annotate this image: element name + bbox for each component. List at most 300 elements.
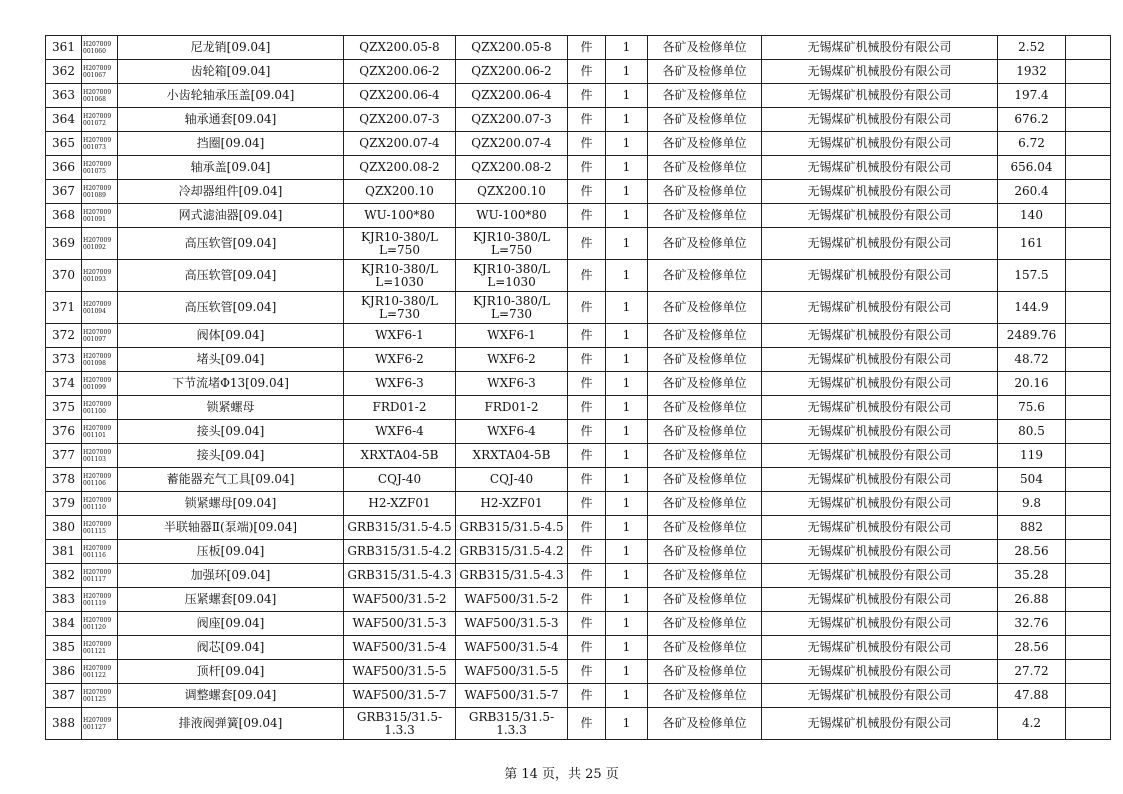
remark-cell [1066,636,1111,660]
supplier-cell: 无锡煤矿机械股份有限公司 [762,156,998,180]
quantity-cell: 1 [606,540,648,564]
remark-cell [1066,228,1111,260]
parts-table [45,35,1111,740]
table-row [46,468,1111,492]
part-name-cell: 挡圈[09.04] [118,132,344,156]
part-name-cell: 压紧螺套[09.04] [118,588,344,612]
spec-model-cell: XRXTA04-5B [344,444,456,468]
unit-price-cell: 28.56 [998,540,1066,564]
part-name-cell: 尼龙销[09.04] [118,36,344,60]
part-name-cell: 轴承盖[09.04] [118,156,344,180]
material-code-cell: H207009 001106 [82,468,118,492]
supplier-cell: 无锡煤矿机械股份有限公司 [762,444,998,468]
drawing-number-cell: WAF500/31.5-4 [456,636,568,660]
part-name-cell: 高压软管[09.04] [118,292,344,324]
row-number-cell: 385 [46,636,82,660]
spec-model-cell: KJR10-380/L L=750 [344,228,456,260]
supplier-cell: 无锡煤矿机械股份有限公司 [762,492,998,516]
unit-cell: 件 [568,348,606,372]
unit-cell: 件 [568,660,606,684]
unit-cell: 件 [568,468,606,492]
material-code-cell: H207009 001099 [82,372,118,396]
drawing-number-cell: WAF500/31.5-3 [456,612,568,636]
row-number-cell: 374 [46,372,82,396]
part-name-cell: 调整螺套[09.04] [118,684,344,708]
part-name-cell: 阀座[09.04] [118,612,344,636]
spec-model-cell: GRB315/31.5-4.5 [344,516,456,540]
remark-cell [1066,260,1111,292]
row-number-cell: 368 [46,204,82,228]
material-code-cell: H207009 001067 [82,60,118,84]
material-code-cell: H207009 001110 [82,492,118,516]
table-row [46,260,1111,292]
table-row [46,60,1111,84]
remark-cell [1066,420,1111,444]
drawing-number-cell: GRB315/31.5-4.2 [456,540,568,564]
quantity-cell: 1 [606,612,648,636]
remark-cell [1066,468,1111,492]
quantity-cell: 1 [606,660,648,684]
quantity-cell: 1 [606,180,648,204]
material-code-cell: H207009 001075 [82,156,118,180]
row-number-cell: 383 [46,588,82,612]
material-code-cell: H207009 001116 [82,540,118,564]
remark-cell [1066,612,1111,636]
remark-cell [1066,324,1111,348]
drawing-number-cell: GRB315/31.5-4.3 [456,564,568,588]
remark-cell [1066,292,1111,324]
unit-cell: 件 [568,132,606,156]
material-code-cell: H207009 001120 [82,612,118,636]
spec-model-cell: QZX200.07-4 [344,132,456,156]
supplier-cell: 无锡煤矿机械股份有限公司 [762,684,998,708]
material-code-cell: H207009 001094 [82,292,118,324]
spec-model-cell: FRD01-2 [344,396,456,420]
quantity-cell: 1 [606,84,648,108]
row-number-cell: 377 [46,444,82,468]
unit-price-cell: 75.6 [998,396,1066,420]
unit-cell: 件 [568,180,606,204]
supplier-cell: 无锡煤矿机械股份有限公司 [762,324,998,348]
unit-cell: 件 [568,84,606,108]
part-name-cell: 轴承通套[09.04] [118,108,344,132]
drawing-number-cell: WXF6-4 [456,420,568,444]
part-name-cell: 接头[09.04] [118,420,344,444]
material-code-cell: H207009 001072 [82,108,118,132]
row-number-cell: 371 [46,292,82,324]
unit-price-cell: 656.04 [998,156,1066,180]
unit-price-cell: 35.28 [998,564,1066,588]
table-row [46,588,1111,612]
user-department-cell: 各矿及检修单位 [648,564,762,588]
spec-model-cell: KJR10-380/L L=1030 [344,260,456,292]
supplier-cell: 无锡煤矿机械股份有限公司 [762,588,998,612]
quantity-cell: 1 [606,348,648,372]
user-department-cell: 各矿及检修单位 [648,204,762,228]
unit-cell: 件 [568,420,606,444]
row-number-cell: 365 [46,132,82,156]
unit-cell: 件 [568,292,606,324]
unit-cell: 件 [568,612,606,636]
user-department-cell: 各矿及检修单位 [648,444,762,468]
table-row [46,540,1111,564]
row-number-cell: 361 [46,36,82,60]
spec-model-cell: WAF500/31.5-7 [344,684,456,708]
table-row [46,636,1111,660]
row-number-cell: 378 [46,468,82,492]
drawing-number-cell: QZX200.10 [456,180,568,204]
user-department-cell: 各矿及检修单位 [648,228,762,260]
unit-cell: 件 [568,444,606,468]
material-code-cell: H207009 001117 [82,564,118,588]
supplier-cell: 无锡煤矿机械股份有限公司 [762,636,998,660]
quantity-cell: 1 [606,204,648,228]
supplier-cell: 无锡煤矿机械股份有限公司 [762,564,998,588]
quantity-cell: 1 [606,132,648,156]
row-number-cell: 366 [46,156,82,180]
table-row [46,612,1111,636]
part-name-cell: 齿轮箱[09.04] [118,60,344,84]
drawing-number-cell: XRXTA04-5B [456,444,568,468]
supplier-cell: 无锡煤矿机械股份有限公司 [762,396,998,420]
page-footer: 第 14 页，共 25 页 [504,767,619,782]
unit-cell: 件 [568,260,606,292]
row-number-cell: 367 [46,180,82,204]
drawing-number-cell: QZX200.06-2 [456,60,568,84]
supplier-cell: 无锡煤矿机械股份有限公司 [762,60,998,84]
material-code-cell: H207009 001127 [82,708,118,740]
part-name-cell: 堵头[09.04] [118,348,344,372]
row-number-cell: 388 [46,708,82,740]
remark-cell [1066,444,1111,468]
supplier-cell: 无锡煤矿机械股份有限公司 [762,660,998,684]
unit-price-cell: 119 [998,444,1066,468]
unit-cell: 件 [568,324,606,348]
drawing-number-cell: QZX200.08-2 [456,156,568,180]
quantity-cell: 1 [606,420,648,444]
row-number-cell: 384 [46,612,82,636]
material-code-cell: H207009 001060 [82,36,118,60]
user-department-cell: 各矿及检修单位 [648,324,762,348]
material-code-cell: H207009 001068 [82,84,118,108]
supplier-cell: 无锡煤矿机械股份有限公司 [762,516,998,540]
supplier-cell: 无锡煤矿机械股份有限公司 [762,228,998,260]
drawing-number-cell: WXF6-3 [456,372,568,396]
remark-cell [1066,588,1111,612]
unit-cell: 件 [568,588,606,612]
unit-price-cell: 20.16 [998,372,1066,396]
row-number-cell: 382 [46,564,82,588]
part-name-cell: 网式滤油器[09.04] [118,204,344,228]
spec-model-cell: WXF6-3 [344,372,456,396]
user-department-cell: 各矿及检修单位 [648,708,762,740]
user-department-cell: 各矿及检修单位 [648,612,762,636]
material-code-cell: H207009 001091 [82,204,118,228]
spec-model-cell: WAF500/31.5-4 [344,636,456,660]
unit-cell: 件 [568,36,606,60]
user-department-cell: 各矿及检修单位 [648,492,762,516]
user-department-cell: 各矿及检修单位 [648,84,762,108]
quantity-cell: 1 [606,156,648,180]
part-name-cell: 冷却器组件[09.04] [118,180,344,204]
row-number-cell: 381 [46,540,82,564]
unit-cell: 件 [568,684,606,708]
unit-price-cell: 140 [998,204,1066,228]
quantity-cell: 1 [606,516,648,540]
row-number-cell: 364 [46,108,82,132]
unit-cell: 件 [568,156,606,180]
table-row [46,564,1111,588]
quantity-cell: 1 [606,708,648,740]
material-code-cell: H207009 001122 [82,660,118,684]
unit-price-cell: 676.2 [998,108,1066,132]
drawing-number-cell: GRB315/31.5-4.5 [456,516,568,540]
user-department-cell: 各矿及检修单位 [648,660,762,684]
user-department-cell: 各矿及检修单位 [648,180,762,204]
unit-price-cell: 2489.76 [998,324,1066,348]
user-department-cell: 各矿及检修单位 [648,156,762,180]
table-row [46,324,1111,348]
part-name-cell: 阀体[09.04] [118,324,344,348]
row-number-cell: 375 [46,396,82,420]
supplier-cell: 无锡煤矿机械股份有限公司 [762,180,998,204]
table-row [46,660,1111,684]
quantity-cell: 1 [606,260,648,292]
user-department-cell: 各矿及检修单位 [648,684,762,708]
material-code-cell: H207009 001073 [82,132,118,156]
user-department-cell: 各矿及检修单位 [648,420,762,444]
part-name-cell: 下节流堵Φ13[09.04] [118,372,344,396]
supplier-cell: 无锡煤矿机械股份有限公司 [762,132,998,156]
table-row [46,156,1111,180]
remark-cell [1066,132,1111,156]
spec-model-cell: QZX200.06-2 [344,60,456,84]
spec-model-cell: WXF6-1 [344,324,456,348]
material-code-cell: H207009 001093 [82,260,118,292]
material-code-cell: H207009 001119 [82,588,118,612]
drawing-number-cell: QZX200.07-3 [456,108,568,132]
drawing-number-cell: KJR10-380/L L=1030 [456,260,568,292]
spec-model-cell: WAF500/31.5-2 [344,588,456,612]
user-department-cell: 各矿及检修单位 [648,588,762,612]
remark-cell [1066,372,1111,396]
part-name-cell: 压板[09.04] [118,540,344,564]
remark-cell [1066,204,1111,228]
spec-model-cell: WXF6-2 [344,348,456,372]
table-row [46,228,1111,260]
drawing-number-cell: WXF6-1 [456,324,568,348]
user-department-cell: 各矿及检修单位 [648,292,762,324]
unit-price-cell: 80.5 [998,420,1066,444]
unit-cell: 件 [568,396,606,420]
remark-cell [1066,156,1111,180]
row-number-cell: 362 [46,60,82,84]
row-number-cell: 387 [46,684,82,708]
spec-model-cell: QZX200.10 [344,180,456,204]
remark-cell [1066,540,1111,564]
supplier-cell: 无锡煤矿机械股份有限公司 [762,372,998,396]
remark-cell [1066,108,1111,132]
drawing-number-cell: WAF500/31.5-5 [456,660,568,684]
user-department-cell: 各矿及检修单位 [648,36,762,60]
material-code-cell: H207009 001125 [82,684,118,708]
unit-price-cell: 28.56 [998,636,1066,660]
table-body [46,36,1111,740]
material-code-cell: H207009 001098 [82,348,118,372]
quantity-cell: 1 [606,636,648,660]
unit-price-cell: 32.76 [998,612,1066,636]
user-department-cell: 各矿及检修单位 [648,260,762,292]
unit-price-cell: 504 [998,468,1066,492]
user-department-cell: 各矿及检修单位 [648,468,762,492]
user-department-cell: 各矿及检修单位 [648,516,762,540]
spec-model-cell: QZX200.06-4 [344,84,456,108]
supplier-cell: 无锡煤矿机械股份有限公司 [762,468,998,492]
table-row [46,396,1111,420]
spec-model-cell: CQJ-40 [344,468,456,492]
spec-model-cell: KJR10-380/L L=730 [344,292,456,324]
unit-price-cell: 47.88 [998,684,1066,708]
user-department-cell: 各矿及检修单位 [648,108,762,132]
supplier-cell: 无锡煤矿机械股份有限公司 [762,348,998,372]
supplier-cell: 无锡煤矿机械股份有限公司 [762,108,998,132]
remark-cell [1066,660,1111,684]
table-row [46,204,1111,228]
unit-price-cell: 9.8 [998,492,1066,516]
row-number-cell: 373 [46,348,82,372]
unit-price-cell: 157.5 [998,260,1066,292]
unit-price-cell: 144.9 [998,292,1066,324]
unit-price-cell: 1932 [998,60,1066,84]
table-row [46,292,1111,324]
drawing-number-cell: QZX200.07-4 [456,132,568,156]
supplier-cell: 无锡煤矿机械股份有限公司 [762,36,998,60]
row-number-cell: 372 [46,324,82,348]
remark-cell [1066,564,1111,588]
drawing-number-cell: KJR10-380/L L=730 [456,292,568,324]
table-row [46,708,1111,740]
remark-cell [1066,684,1111,708]
unit-price-cell: 260.4 [998,180,1066,204]
part-name-cell: 锁紧螺母 [118,396,344,420]
row-number-cell: 363 [46,84,82,108]
user-department-cell: 各矿及检修单位 [648,540,762,564]
spec-model-cell: WU-100*80 [344,204,456,228]
spec-model-cell: QZX200.07-3 [344,108,456,132]
row-number-cell: 379 [46,492,82,516]
table-row [46,108,1111,132]
table-row [46,348,1111,372]
material-code-cell: H207009 001089 [82,180,118,204]
unit-price-cell: 2.52 [998,36,1066,60]
part-name-cell: 小齿轮轴承压盖[09.04] [118,84,344,108]
spec-model-cell: GRB315/31.5-4.3 [344,564,456,588]
quantity-cell: 1 [606,108,648,132]
drawing-number-cell: CQJ-40 [456,468,568,492]
drawing-number-cell: WU-100*80 [456,204,568,228]
unit-cell: 件 [568,540,606,564]
unit-price-cell: 4.2 [998,708,1066,740]
supplier-cell: 无锡煤矿机械股份有限公司 [762,260,998,292]
user-department-cell: 各矿及检修单位 [648,348,762,372]
remark-cell [1066,492,1111,516]
quantity-cell: 1 [606,492,648,516]
drawing-number-cell: QZX200.05-8 [456,36,568,60]
remark-cell [1066,348,1111,372]
remark-cell [1066,708,1111,740]
remark-cell [1066,396,1111,420]
row-number-cell: 380 [46,516,82,540]
material-code-cell: H207009 001100 [82,396,118,420]
supplier-cell: 无锡煤矿机械股份有限公司 [762,84,998,108]
supplier-cell: 无锡煤矿机械股份有限公司 [762,612,998,636]
quantity-cell: 1 [606,684,648,708]
quantity-cell: 1 [606,324,648,348]
material-code-cell: H207009 001101 [82,420,118,444]
material-code-cell: H207009 001092 [82,228,118,260]
material-code-cell: H207009 001097 [82,324,118,348]
material-code-cell: H207009 001115 [82,516,118,540]
part-name-cell: 高压软管[09.04] [118,260,344,292]
user-department-cell: 各矿及检修单位 [648,132,762,156]
supplier-cell: 无锡煤矿机械股份有限公司 [762,708,998,740]
drawing-number-cell: WAF500/31.5-7 [456,684,568,708]
spec-model-cell: WAF500/31.5-3 [344,612,456,636]
user-department-cell: 各矿及检修单位 [648,372,762,396]
quantity-cell: 1 [606,468,648,492]
spec-model-cell: WXF6-4 [344,420,456,444]
quantity-cell: 1 [606,564,648,588]
unit-cell: 件 [568,516,606,540]
part-name-cell: 排液阀弹簧[09.04] [118,708,344,740]
unit-price-cell: 48.72 [998,348,1066,372]
unit-cell: 件 [568,228,606,260]
table-row [46,180,1111,204]
unit-cell: 件 [568,372,606,396]
quantity-cell: 1 [606,36,648,60]
supplier-cell: 无锡煤矿机械股份有限公司 [762,204,998,228]
user-department-cell: 各矿及检修单位 [648,60,762,84]
table-row [46,84,1111,108]
row-number-cell: 369 [46,228,82,260]
unit-price-cell: 27.72 [998,660,1066,684]
table-row [46,444,1111,468]
unit-cell: 件 [568,492,606,516]
unit-price-cell: 6.72 [998,132,1066,156]
quantity-cell: 1 [606,372,648,396]
table-row [46,372,1111,396]
row-number-cell: 386 [46,660,82,684]
remark-cell [1066,60,1111,84]
part-name-cell: 高压软管[09.04] [118,228,344,260]
drawing-number-cell: H2-XZF01 [456,492,568,516]
unit-cell: 件 [568,60,606,84]
quantity-cell: 1 [606,228,648,260]
table-row [46,132,1111,156]
part-name-cell: 阀芯[09.04] [118,636,344,660]
part-name-cell: 接头[09.04] [118,444,344,468]
table-row [46,516,1111,540]
unit-price-cell: 161 [998,228,1066,260]
remark-cell [1066,36,1111,60]
part-name-cell: 锁紧螺母[09.04] [118,492,344,516]
spec-model-cell: WAF500/31.5-5 [344,660,456,684]
supplier-cell: 无锡煤矿机械股份有限公司 [762,292,998,324]
supplier-cell: 无锡煤矿机械股份有限公司 [762,420,998,444]
supplier-cell: 无锡煤矿机械股份有限公司 [762,540,998,564]
drawing-number-cell: FRD01-2 [456,396,568,420]
spec-model-cell: GRB315/31.5-4.2 [344,540,456,564]
